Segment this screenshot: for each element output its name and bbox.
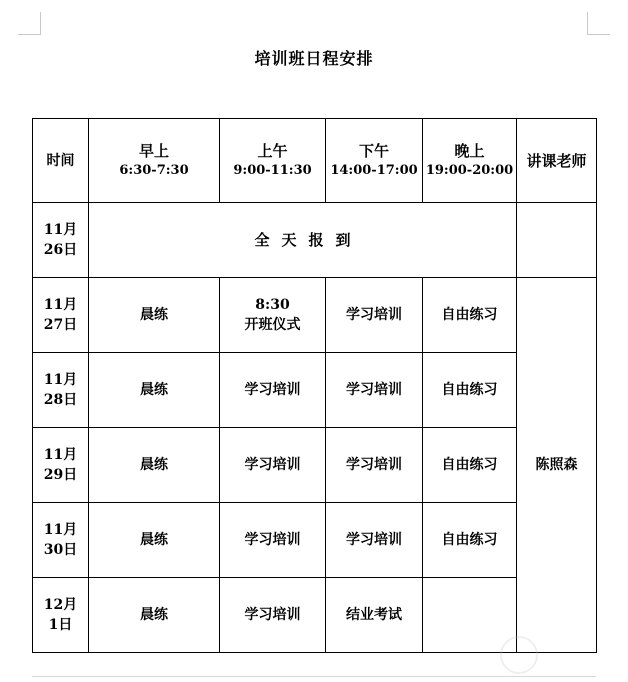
registration-text: 全天报到	[254, 230, 363, 249]
ceremony-time: 8:30	[255, 297, 290, 313]
date-cell	[33, 203, 89, 278]
afternoon-cell: 学习培训	[326, 278, 423, 353]
date-cell	[33, 503, 89, 578]
header-teacher-label: 讲课老师	[526, 151, 587, 170]
header-afternoon-name: 下午	[358, 141, 389, 160]
early-cell: 晨练	[89, 278, 220, 353]
date-day: 30日	[43, 542, 78, 558]
table-row	[33, 428, 597, 503]
date-cell	[33, 278, 89, 353]
page-corner-mark-left	[18, 12, 41, 35]
table-row	[33, 278, 597, 353]
merged-registration-cell	[89, 203, 517, 278]
early-cell: 晨练	[89, 503, 220, 578]
afternoon-cell: 结业考试	[326, 578, 423, 653]
date-month: 11月	[43, 297, 78, 313]
evening-cell: 自由练习	[423, 428, 517, 503]
date-cell	[33, 578, 89, 653]
forenoon-cell: 学习培训	[220, 428, 326, 503]
page-corner-mark-right	[587, 12, 610, 35]
evening-cell: 自由练习	[423, 353, 517, 428]
date-day: 28日	[43, 392, 78, 408]
date-day: 26日	[43, 242, 78, 258]
header-forenoon-name: 上午	[257, 141, 288, 160]
header-time	[33, 119, 89, 203]
header-forenoon-time: 9:00-11:30	[233, 162, 312, 178]
afternoon-cell: 学习培训	[326, 353, 423, 428]
schedule-table	[32, 118, 597, 653]
date-day: 29日	[43, 467, 78, 483]
forenoon-cell: 学习培训	[220, 578, 326, 653]
evening-cell: 自由练习	[423, 503, 517, 578]
header-afternoon-time: 14:00-17:00	[330, 162, 418, 178]
header-early-morning-time: 6:30-7:30	[119, 162, 189, 178]
document-title: 培训班日程安排	[254, 49, 374, 68]
date-month: 11月	[43, 522, 78, 538]
forenoon-cell: 学习培训	[220, 353, 326, 428]
header-forenoon	[220, 119, 326, 203]
watermark-icon	[500, 636, 538, 674]
header-evening-time: 19:00-20:00	[425, 162, 514, 178]
header-teacher	[517, 119, 597, 203]
date-day: 1日	[48, 617, 73, 633]
afternoon-cell: 学习培训	[326, 503, 423, 578]
evening-cell: 自由练习	[423, 278, 517, 353]
forenoon-cell	[220, 278, 326, 353]
table-row	[33, 203, 597, 278]
table-row	[33, 503, 597, 578]
afternoon-cell: 学习培训	[326, 428, 423, 503]
table-header-row	[33, 119, 597, 203]
early-cell: 晨练	[89, 578, 220, 653]
page-bottom-divider	[32, 676, 596, 677]
date-cell	[33, 428, 89, 503]
date-month: 12月	[43, 597, 78, 613]
early-cell: 晨练	[89, 428, 220, 503]
teacher-cell: 陈照森	[517, 278, 597, 653]
evening-cell	[423, 578, 517, 653]
header-evening-name: 晚上	[454, 141, 485, 160]
table-row	[33, 353, 597, 428]
forenoon-cell: 学习培训	[220, 503, 326, 578]
date-cell	[33, 353, 89, 428]
date-day: 27日	[43, 317, 78, 333]
header-time-label: 时间	[46, 152, 75, 169]
date-month: 11月	[43, 372, 78, 388]
header-afternoon	[326, 119, 423, 203]
ceremony-label: 开班仪式	[244, 317, 301, 333]
teacher-empty-cell	[517, 203, 597, 278]
early-cell: 晨练	[89, 353, 220, 428]
date-month: 11月	[43, 222, 78, 238]
header-evening	[423, 119, 517, 203]
date-month: 11月	[43, 447, 78, 463]
header-early-morning	[89, 119, 220, 203]
header-early-morning-name: 早上	[138, 141, 169, 160]
